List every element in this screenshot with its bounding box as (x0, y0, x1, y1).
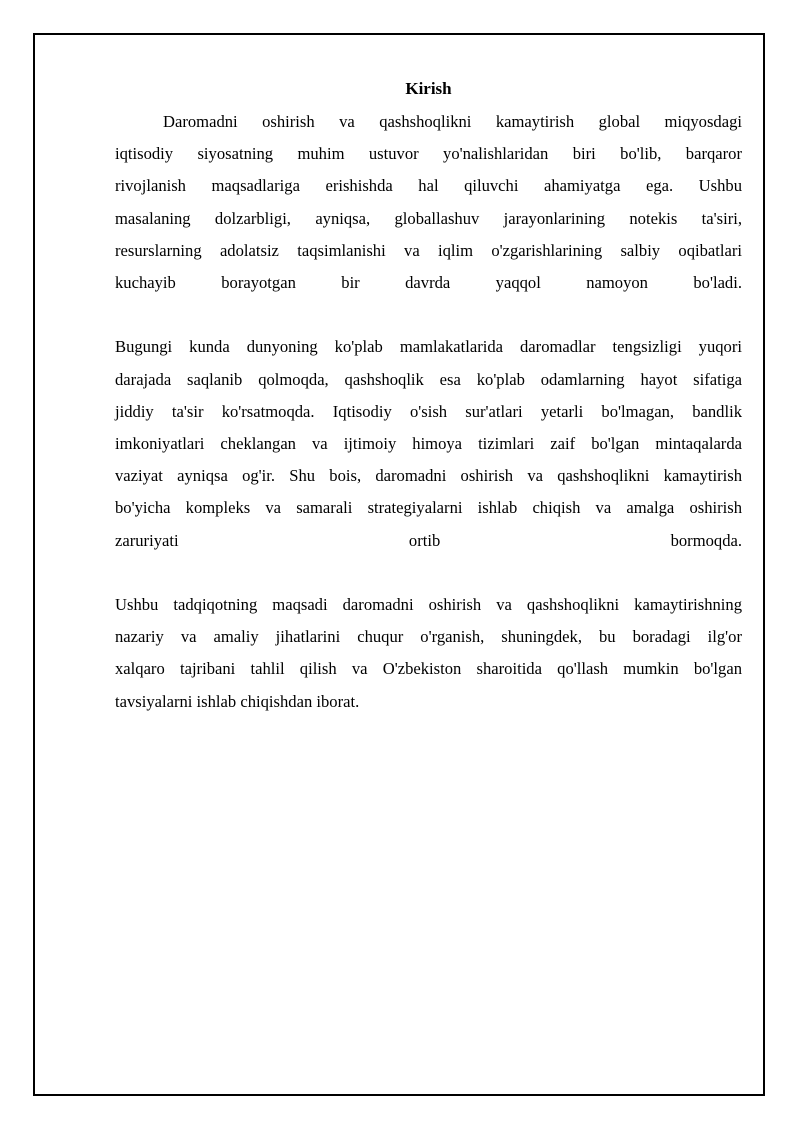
paragraph-context (115, 331, 742, 556)
text-line: bo'yicha kompleks va samarali strategiyalarni ishlab chiqish va amalga oshirish (115, 498, 742, 518)
text-line: resurslarning adolatsiz taqsimlanishi va iqlim o'zgarishlarining salbiy oqibatlari (115, 240, 742, 260)
document-title: Kirish (405, 79, 452, 98)
text-line: zaruriyati ortib bormoqda. (115, 530, 742, 550)
text-line: iqtisodiy siyosatning muhim ustuvor yo'nalishlaridan biri bo'lib, barqaror (115, 144, 742, 164)
text-line: darajada saqlanib qolmoqda, qashshoqlik esa ko'plab odamlarning hayot sifatiga (115, 369, 742, 389)
text-line: tavsiyalarni ishlab chiqishdan iborat. (115, 691, 360, 711)
text-line: Ushbu tadqiqotning maqsadi daromadni oshirish va qashshoqlikni kamaytirishning (115, 595, 742, 615)
text-line: nazariy va amaliy jihatlarini chuqur o'rganish, shuningdek, bu boradagi ilg'or (115, 627, 742, 647)
text-line: vaziyat ayniqsa og'ir. Shu bois, daromadni oshirish va qashshoqlikni kamaytirish (115, 466, 742, 486)
document-body (115, 76, 742, 718)
text-line: masalaning dolzarbligi, ayniqsa, globallashuv jarayonlarining notekis ta'siri, (115, 208, 742, 228)
paragraph-spacer (115, 299, 742, 331)
paragraph-intro (115, 106, 742, 299)
text-line: rivojlanish maqsadlariga erishishda hal qiluvchi ahamiyatga ega. Ushbu (115, 176, 742, 196)
paragraph-goal (115, 589, 742, 718)
text-line: kuchayib borayotgan bir davrda yaqqol namoyon bo'ladi. (115, 273, 742, 293)
text-line: jiddiy ta'sir ko'rsatmoqda. Iqtisodiy o'sish sur'atlari yetarli bo'lmagan, bandlik (115, 401, 742, 421)
text-line: Bugungi kunda dunyoning ko'plab mamlakatlarida daromadlar tengsizligi yuqori (115, 337, 742, 357)
text-line: Daromadni oshirish va qashshoqlikni kamaytirish global miqyosdagi (163, 112, 742, 131)
text-line: xalqaro tajribani tahlil qilish va O'zbekiston sharoitida qo'llash mumkin bo'lgan (115, 659, 742, 679)
paragraph-spacer (115, 557, 742, 589)
text-line: imkoniyatlari cheklangan va ijtimoiy himoya tizimlari zaif bo'lgan mintaqalarda (115, 434, 742, 454)
